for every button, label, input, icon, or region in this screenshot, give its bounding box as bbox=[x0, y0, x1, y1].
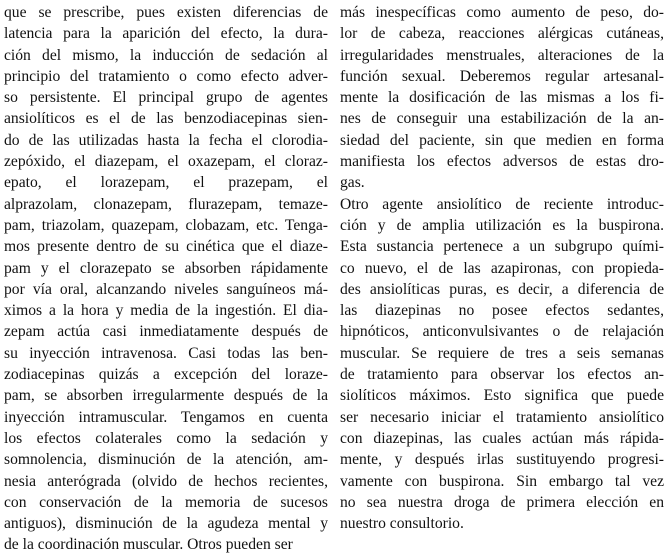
text-line: pam y el clorazepato se absorben rápidamente bbox=[4, 259, 328, 277]
text-line: latencia para la aparición del efecto, la dura- bbox=[4, 25, 328, 43]
text-line: mente la dosificación de las mismas a los fi- bbox=[340, 89, 664, 107]
text-line: vamente con buspirona. Sin embargo tal vez bbox=[340, 472, 664, 490]
text-column-right bbox=[340, 2, 664, 534]
text-line: principio del tratamiento o como efecto adver- bbox=[4, 67, 328, 85]
text-line: irregularidades menstruales, alteraciones de la bbox=[340, 46, 664, 64]
text-line: ción del mismo, la inducción de sedación al bbox=[4, 46, 328, 64]
text-line: no sea nuestra droga de primera elección en bbox=[340, 493, 664, 511]
text-line: mos presente dentro de su cinética que el diaze- bbox=[4, 238, 328, 256]
text-line: ser necesario iniciar el tratamiento ansiolítico bbox=[340, 408, 664, 426]
text-line: pam, triazolam, quazepam, clobazam, etc. Tenga- bbox=[4, 216, 328, 234]
text-line: que se prescribe, pues existen diferencias de bbox=[4, 4, 328, 21]
text-line: manifiesta los efectos adversos de estas dro- bbox=[340, 153, 664, 171]
text-line: antiguos), disminución de la agudeza mental y bbox=[4, 515, 328, 533]
text-line: mente, y después irlas sustituyendo progresi- bbox=[340, 451, 664, 469]
text-line: de tratamiento para observar los efectos an- bbox=[340, 366, 664, 384]
text-line: nuestro consultorio. bbox=[340, 515, 464, 533]
text-line: siolíticos máximos. Esto significa que puede bbox=[340, 387, 664, 405]
text-line: de la coordinación muscular. Otros pueden ser bbox=[4, 536, 293, 554]
text-line: más inespecíficas como aumento de peso, do- bbox=[340, 4, 664, 21]
text-line: siedad del paciente, sin que medien en forma bbox=[340, 131, 664, 149]
text-line: lor de cabeza, reacciones alérgicas cutáneas, bbox=[340, 25, 664, 43]
text-line: función sexual. Deberemos regular artesanal- bbox=[340, 67, 664, 85]
text-line: so persistente. El principal grupo de agentes bbox=[4, 89, 328, 107]
text-line: zepam actúa casi inmediatamente después de bbox=[4, 323, 328, 341]
text-line: con diazepinas, las cuales actúan más rápida- bbox=[340, 429, 664, 447]
text-line: pam, se absorben irregularmente después de la bbox=[4, 387, 328, 405]
text-line: Otro agente ansiolítico de reciente introduc- bbox=[340, 195, 664, 213]
text-line: epato, el lorazepam, el prazepam, el bbox=[4, 174, 328, 192]
text-line: su inyección intravenosa. Casi todas las ben- bbox=[4, 344, 328, 362]
text-line: las diazepinas no posee efectos sedantes, bbox=[340, 302, 664, 320]
text-line: alprazolam, clonazepam, flurazepam, temaze- bbox=[4, 195, 328, 213]
text-line: somnolencia, disminución de la atención, am- bbox=[4, 451, 328, 469]
text-line: zodiacepinas quizás a excepción del loraze- bbox=[4, 366, 328, 384]
text-line: con conservación de la memoria de sucesos bbox=[4, 493, 328, 511]
text-line: ximos a la hora y media de la ingestión. El dia- bbox=[4, 302, 328, 320]
text-line: do de las utilizadas hasta la fecha el clorodia- bbox=[4, 131, 328, 149]
text-line: des ansiolíticas puras, es decir, a diferencia de bbox=[340, 280, 664, 298]
text-line: muscular. Se requiere de tres a seis semanas bbox=[340, 344, 664, 362]
text-line: co nuevo, el de las azapironas, con propieda- bbox=[340, 259, 664, 277]
text-line: zepóxido, el diazepam, el oxazepam, el cloraz- bbox=[4, 153, 328, 171]
text-line: gas. bbox=[340, 174, 365, 192]
text-line: hipnóticos, anticonvulsivantes o de relajación bbox=[340, 323, 664, 341]
text-line: Esta sustancia pertenece a un subgrupo quími- bbox=[340, 238, 664, 256]
text-column-left bbox=[4, 2, 328, 556]
text-line: nes de conseguir una estabilización de la an- bbox=[340, 110, 664, 128]
text-line: ansiolíticos es el de las benzodiacepinas sien- bbox=[4, 110, 328, 128]
text-line: por vía oral, alcanzando niveles sanguíneos má- bbox=[4, 280, 328, 298]
text-line: inyección intramuscular. Tengamos en cuenta bbox=[4, 408, 328, 426]
text-line: los efectos colaterales como la sedación y bbox=[4, 429, 328, 447]
text-line: nesia anterógrada (olvido de hechos recientes, bbox=[4, 472, 328, 490]
text-line: ción y de amplia utilización es la buspirona. bbox=[340, 216, 664, 234]
